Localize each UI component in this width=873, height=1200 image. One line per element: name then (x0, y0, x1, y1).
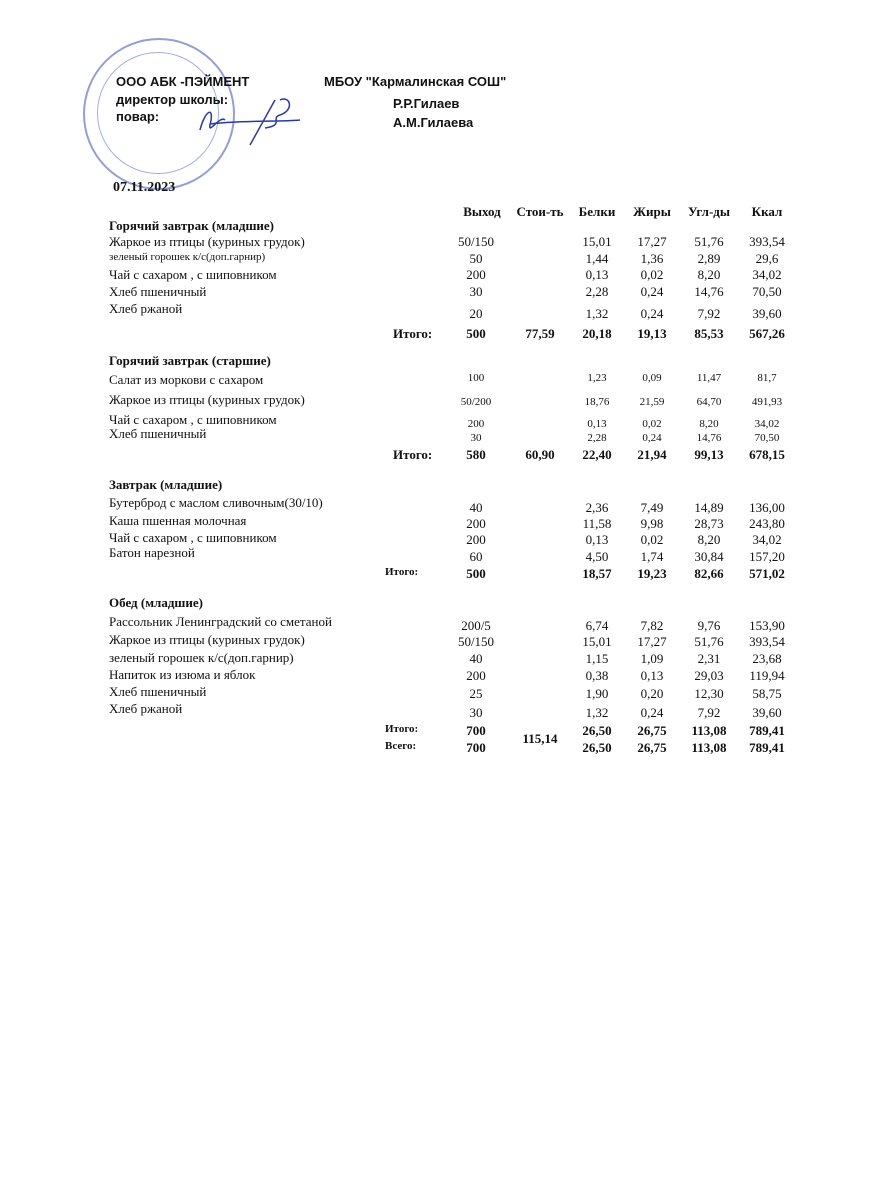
cell-Угл-ды: 28,73 (694, 516, 724, 531)
cell-Белки: 15,01 (582, 634, 612, 649)
total-Выход: 500 (466, 326, 486, 341)
dish-name: Хлеб пшеничный (109, 284, 207, 299)
cell-Ккал: 81,7 (757, 372, 777, 384)
cell-Жиры: 0,13 (640, 668, 664, 683)
cell-Выход: 200 (466, 668, 486, 683)
cell-Белки: 0,13 (587, 418, 607, 430)
cell-Белки: 2,28 (585, 284, 609, 299)
school-name: МБОУ "Кармалинская СОШ" (324, 74, 507, 89)
cell-Выход: 50/150 (457, 234, 495, 249)
cell-Ккал: 29,6 (755, 251, 779, 266)
cell-Жиры: 21,59 (639, 396, 665, 408)
menu-date: 07.11.2023 (113, 180, 176, 195)
total-Жиры: 21,94 (637, 447, 667, 462)
cell-Угл-ды: 7,92 (697, 306, 721, 321)
total-Жиры: 19,23 (637, 566, 667, 581)
dish-name: Батон нарезной (109, 545, 195, 560)
column-header: Угл-ды (687, 204, 731, 219)
cell-Угл-ды: 14,89 (694, 500, 724, 515)
cell-Жиры: 7,49 (640, 500, 664, 515)
total-Жиры: 26,75 (637, 723, 667, 738)
company-name: ООО АБК -ПЭЙМЕНТ (116, 74, 250, 89)
dish-name: Напиток из изюма и яблок (109, 667, 256, 682)
cell-Жиры: 1,09 (640, 651, 664, 666)
total-Угл-ды: 113,08 (691, 740, 727, 755)
cell-Ккал: 58,75 (752, 686, 782, 701)
cell-Жиры: 0,24 (642, 432, 662, 444)
cell-Белки: 0,13 (585, 532, 609, 547)
total-Стои-ть: 60,90 (525, 447, 555, 462)
total-label: Итого: (385, 566, 419, 578)
cell-Ккал: 70,50 (752, 284, 782, 299)
total-label: Итого: (393, 447, 433, 462)
cell-Белки: 1,90 (585, 686, 609, 701)
cell-Жиры: 7,82 (640, 618, 664, 633)
cell-Белки: 1,44 (585, 251, 609, 266)
total-label: Итого: (393, 326, 433, 341)
cell-Белки: 4,50 (585, 549, 609, 564)
cell-Угл-ды: 30,84 (694, 549, 724, 564)
cell-Угл-ды: 14,76 (694, 284, 724, 299)
total-Ккал: 567,26 (749, 326, 785, 341)
cell-Угл-ды: 2,31 (697, 651, 721, 666)
cell-Ккал: 70,50 (754, 432, 780, 444)
total-Жиры: 26,75 (637, 740, 667, 755)
dish-name: Чай с сахаром , с шиповником (109, 267, 277, 282)
cell-Белки: 18,76 (584, 396, 610, 408)
total-Выход: 580 (466, 447, 486, 462)
total-Белки: 22,40 (582, 447, 612, 462)
dish-name: Бутерброд с маслом сливочным(30/10) (109, 495, 323, 510)
cell-Выход: 40 (469, 651, 483, 666)
dish-name: Хлеб пшеничный (109, 684, 207, 699)
column-header: Стои-ть (516, 204, 564, 219)
cell-Белки: 1,15 (585, 651, 609, 666)
cell-Ккал: 34,02 (754, 418, 780, 430)
cell-Выход: 30 (470, 432, 482, 444)
cell-Угл-ды: 11,47 (696, 372, 722, 384)
cell-Выход: 100 (467, 372, 485, 384)
column-header: Жиры (633, 204, 671, 219)
cell-Ккал: 136,00 (749, 500, 785, 515)
cell-Ккал: 243,80 (749, 516, 785, 531)
cell-Выход: 20 (469, 306, 483, 321)
dish-name: Жаркое из птицы (куриных грудок) (109, 632, 305, 647)
cell-Выход: 200/5 (461, 618, 491, 633)
cell-Выход: 30 (469, 705, 483, 720)
total-Угл-ды: 85,53 (694, 326, 724, 341)
section-title: Обед (младшие) (109, 595, 203, 610)
dish-name: зеленый горошек к/с(доп.гарнир) (109, 650, 294, 665)
cell-Угл-ды: 64,70 (696, 396, 722, 408)
total-label: Всего: (385, 740, 417, 752)
total-Стои-ть: 77,59 (525, 326, 555, 341)
cell-Жиры: 0,02 (642, 418, 662, 430)
cell-Выход: 50/200 (460, 396, 492, 408)
cell-Жиры: 0,20 (640, 686, 664, 701)
cell-Ккал: 23,68 (752, 651, 782, 666)
cell-Белки: 0,13 (585, 267, 609, 282)
cell-Жиры: 0,24 (640, 705, 664, 720)
dish-name: Хлеб ржаной (109, 301, 183, 316)
cell-Ккал: 119,94 (749, 668, 785, 683)
cell-Белки: 0,38 (585, 668, 609, 683)
dish-name: Рассольник Ленинградский со сметаной (109, 614, 332, 629)
cell-Ккал: 34,02 (752, 267, 782, 282)
total-Жиры: 19,13 (637, 326, 667, 341)
cell-Жиры: 0,02 (640, 532, 664, 547)
cell-Жиры: 9,98 (640, 516, 664, 531)
cell-Ккал: 157,20 (749, 549, 785, 564)
cell-Ккал: 393,54 (749, 634, 785, 649)
dish-name: Чай с сахаром , с шиповником (109, 530, 277, 545)
cell-Угл-ды: 8,20 (697, 532, 721, 547)
cell-Выход: 200 (466, 532, 486, 547)
dish-name: Хлеб ржаной (109, 701, 183, 716)
cell-Жиры: 0,09 (642, 372, 662, 384)
cell-Ккал: 491,93 (751, 396, 783, 408)
total-Выход: 500 (466, 566, 486, 581)
cell-Выход: 40 (469, 500, 483, 515)
dish-name: зеленый горошек к/с(доп.гарнир) (109, 251, 266, 263)
cell-Угл-ды: 12,30 (694, 686, 724, 701)
section-title: Горячий завтрак (старшие) (109, 353, 271, 368)
dish-name: Жаркое из птицы (куриных грудок) (109, 392, 305, 407)
cell-Белки: 6,74 (585, 618, 609, 633)
cell-Белки: 1,23 (587, 372, 607, 384)
cell-Выход: 30 (469, 284, 483, 299)
total-Белки: 26,50 (582, 740, 612, 755)
cell-Угл-ды: 51,76 (694, 234, 724, 249)
cell-Жиры: 17,27 (637, 234, 667, 249)
total-Ккал: 678,15 (749, 447, 785, 462)
cell-Белки: 15,01 (582, 234, 612, 249)
cell-Жиры: 1,74 (640, 549, 664, 564)
dish-name: Хлеб пшеничный (109, 426, 207, 441)
total-Угл-ды: 113,08 (691, 723, 727, 738)
total-label: Итого: (385, 723, 419, 735)
cell-Выход: 60 (469, 549, 483, 564)
cell-Белки: 2,28 (587, 432, 607, 444)
section-title: Горячий завтрак (младшие) (109, 218, 275, 233)
cook-name: А.М.Гилаева (393, 115, 474, 130)
total-Ккал: 571,02 (749, 566, 785, 581)
cell-Угл-ды: 2,89 (697, 251, 721, 266)
total-Угл-ды: 82,66 (694, 566, 724, 581)
cell-Белки: 1,32 (585, 306, 609, 321)
cell-Белки: 11,58 (582, 516, 612, 531)
cell-Угл-ды: 7,92 (697, 705, 721, 720)
cell-Угл-ды: 9,76 (697, 618, 721, 633)
cell-Жиры: 0,24 (640, 284, 664, 299)
cell-Жиры: 1,36 (640, 251, 664, 266)
cell-Ккал: 39,60 (752, 705, 782, 720)
total-Выход: 700 (466, 740, 486, 755)
cell-Белки: 1,32 (585, 705, 609, 720)
cell-Ккал: 34,02 (752, 532, 782, 547)
cell-Угл-ды: 14,76 (696, 432, 722, 444)
cell-Жиры: 0,02 (640, 267, 664, 282)
cell-Выход: 200 (466, 516, 486, 531)
total-Стои-ть: 115,14 (522, 731, 558, 746)
total-Ккал: 789,41 (749, 740, 785, 755)
dish-name: Чай с сахаром , с шиповником (109, 412, 277, 427)
column-header: Ккал (751, 204, 783, 219)
cell-Жиры: 17,27 (637, 634, 667, 649)
total-Выход: 700 (466, 723, 486, 738)
cell-Выход: 200 (466, 267, 486, 282)
cell-Угл-ды: 8,20 (697, 267, 721, 282)
cell-Выход: 50/150 (457, 634, 495, 649)
total-Белки: 20,18 (582, 326, 612, 341)
cell-Ккал: 153,90 (749, 618, 785, 633)
dish-name: Салат из моркови с сахаром (109, 372, 264, 387)
cell-Белки: 2,36 (585, 500, 609, 515)
cell-Выход: 200 (467, 418, 485, 430)
column-header: Выход (463, 204, 501, 219)
cell-Ккал: 393,54 (749, 234, 785, 249)
dish-name: Каша пшенная молочная (109, 513, 247, 528)
cell-Жиры: 0,24 (640, 306, 664, 321)
director-label: директор школы: (116, 92, 229, 107)
cell-Ккал: 39,60 (752, 306, 782, 321)
cell-Выход: 50 (469, 251, 483, 266)
column-header: Белки (578, 204, 616, 219)
section-title: Завтрак (младшие) (109, 477, 223, 492)
total-Угл-ды: 99,13 (694, 447, 724, 462)
cell-Угл-ды: 51,76 (694, 634, 724, 649)
cell-Угл-ды: 29,03 (694, 668, 724, 683)
total-Ккал: 789,41 (749, 723, 785, 738)
director-name: Р.Р.Гилаев (393, 96, 460, 111)
total-Белки: 26,50 (582, 723, 612, 738)
total-Белки: 18,57 (582, 566, 612, 581)
cell-Выход: 25 (469, 686, 483, 701)
dish-name: Жаркое из птицы (куриных грудок) (109, 234, 305, 249)
cook-label: повар: (116, 109, 160, 124)
cell-Угл-ды: 8,20 (699, 418, 719, 430)
